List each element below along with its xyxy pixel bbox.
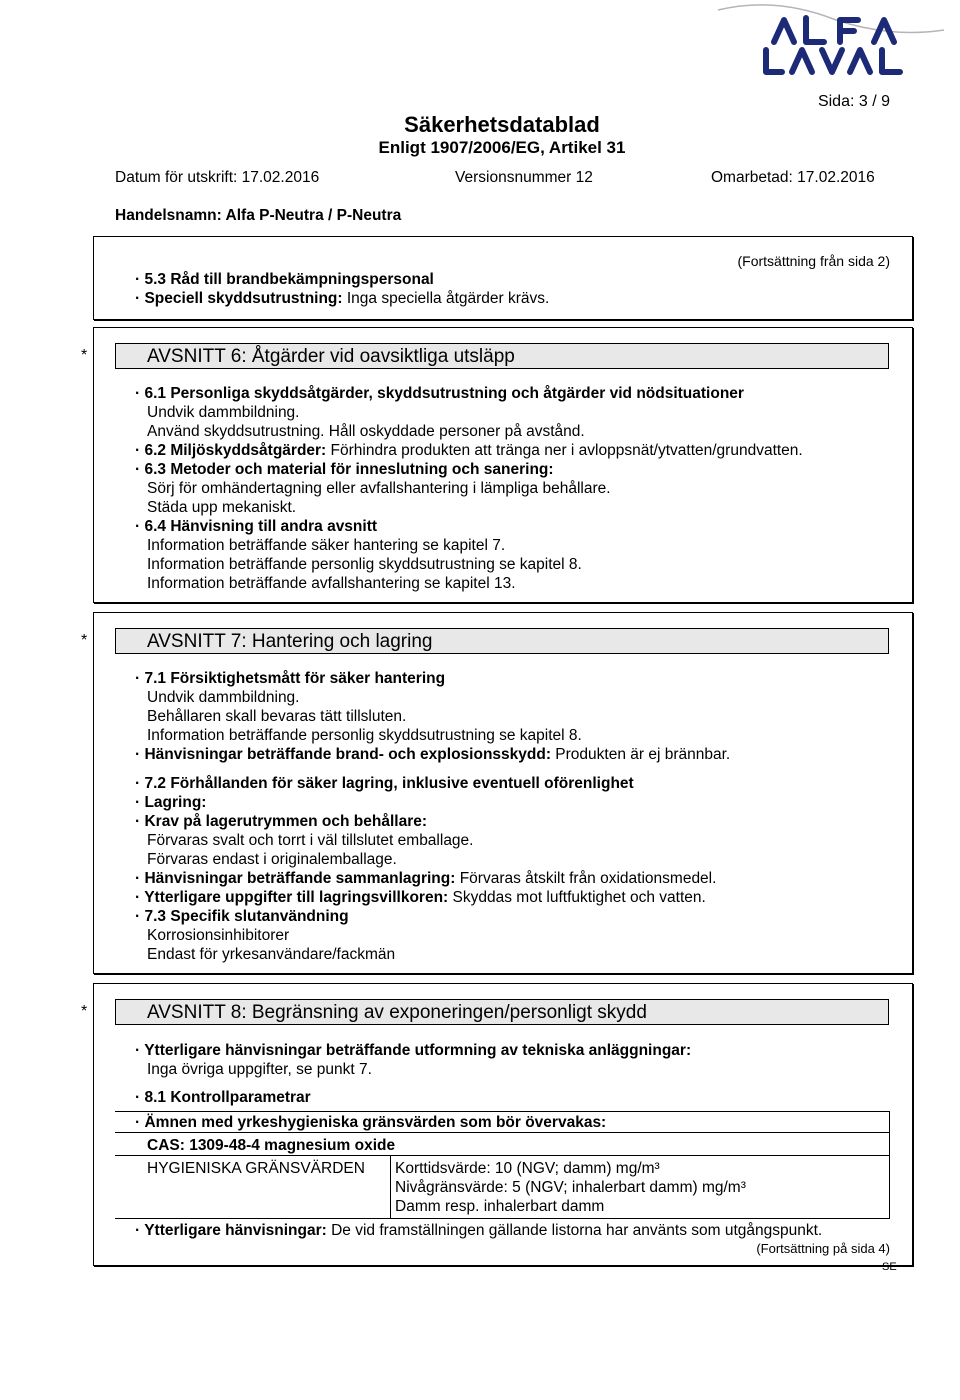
additional-notes-text: De vid framställningen gällande listorna har använts som utgångspunkt. bbox=[326, 1222, 823, 1239]
heading-5-3: · 5.3 Råd till brandbekämpningspersonal bbox=[135, 271, 434, 288]
storage-requirement-b: Förvaras endast i originalemballage. bbox=[147, 851, 397, 868]
storage-requirement-a: Förvaras svalt och torrt i väl tillslutet emballage. bbox=[147, 832, 474, 849]
exposure-value-short-term: Korttidsvärde: 10 (NGV; damm) mg/m³ bbox=[395, 1160, 660, 1177]
language-code: SE bbox=[882, 1261, 897, 1273]
text-7-1c: Information beträffande personlig skyddsutrustning se kapitel 8. bbox=[147, 727, 582, 744]
revision-star: * bbox=[81, 632, 88, 649]
section-6-title: AVSNITT 6: Åtgärder vid oavsiktliga utsläpp bbox=[115, 343, 889, 369]
text-7-3b: Endast för yrkesanvändare/fackmän bbox=[147, 946, 396, 963]
fire-protection-label: · Hänvisningar beträffande brand- och explosionsskydd: bbox=[135, 746, 551, 763]
text-6-4c: Information beträffande avfallshantering se kapitel 13. bbox=[147, 575, 516, 592]
continued-on-note: (Fortsättning på sida 4) bbox=[756, 1241, 890, 1256]
heading-6-2: · 6.2 Miljöskyddsåtgärder: bbox=[135, 442, 327, 459]
text-7-1b: Behållaren skall bevaras tätt tillsluten. bbox=[147, 708, 407, 725]
technical-design-label: · Ytterligare hänvisningar beträffande utformning av tekniska anläggningar: bbox=[135, 1042, 692, 1059]
exposure-table-header: · Ämnen med yrkeshygieniska gränsvärden som bör övervakas: bbox=[135, 1114, 607, 1131]
joint-storage-text: Förvaras åtskilt från oxidationsmedel. bbox=[455, 870, 717, 887]
print-date: Datum för utskrift: 17.02.2016 bbox=[115, 169, 320, 186]
additional-notes-label: · Ytterligare hänvisningar: bbox=[135, 1222, 327, 1239]
heading-7-3: · 7.3 Specifik slutanvändning bbox=[135, 908, 349, 925]
revision-star: * bbox=[81, 347, 88, 364]
document-title: Säkerhetsdatablad bbox=[404, 112, 600, 137]
heading-7-1: · 7.1 Försiktighetsmått för säker hantering bbox=[135, 670, 446, 687]
text-6-4b: Information beträffande personlig skyddsutrustning se kapitel 8. bbox=[147, 556, 582, 573]
special-equipment-text: Inga speciella åtgärder krävs. bbox=[342, 290, 550, 307]
fire-protection-text: Produkten är ej brännbar. bbox=[551, 746, 731, 763]
page-number: Sida: 3 / 9 bbox=[817, 93, 890, 110]
trade-name: Handelsnamn: Alfa P-Neutra / P-Neutra bbox=[115, 207, 402, 224]
text-6-2: Förhindra produkten att tränga ner i avloppsnät/ytvatten/grundvatten. bbox=[326, 442, 803, 459]
text-6-3b: Städa upp mekaniskt. bbox=[147, 499, 297, 516]
heading-7-2: · 7.2 Förhållanden för säker lagring, inklusive eventuell oförenlighet bbox=[135, 775, 634, 792]
text-7-1a: Undvik dammbildning. bbox=[147, 689, 300, 706]
joint-storage-label: · Hänvisningar beträffande sammanlagring: bbox=[135, 870, 456, 887]
exposure-limit-label: HYGIENISKA GRÄNSVÄRDEN bbox=[147, 1160, 365, 1177]
text-6-4a: Information beträffande säker hantering se kapitel 7. bbox=[147, 537, 506, 554]
document-subtitle: Enligt 1907/2006/EG, Artikel 31 bbox=[378, 138, 626, 157]
storage-requirements-label: · Krav på lagerutrymmen och behållare: bbox=[135, 813, 428, 830]
section-7-title: AVSNITT 7: Hantering och lagring bbox=[115, 628, 889, 654]
alfa-laval-logo bbox=[716, 0, 946, 78]
exposure-value-level: Nivågränsvärde: 5 (NGV; inhalerbart damm) mg/m³ bbox=[395, 1179, 746, 1196]
text-6-1a: Undvik dammbildning. bbox=[147, 404, 300, 421]
revision-star: * bbox=[81, 1003, 88, 1020]
exposure-value-note: Damm resp. inhalerbart damm bbox=[395, 1198, 605, 1215]
revised-date: Omarbetad: 17.02.2016 bbox=[711, 169, 875, 186]
text-6-3a: Sörj för omhändertagning eller avfallshantering i lämpliga behållare. bbox=[147, 480, 611, 497]
version-number: Versionsnummer 12 bbox=[455, 169, 593, 186]
continued-from-note: (Fortsättning från sida 2) bbox=[737, 253, 890, 269]
technical-design-text: Inga övriga uppgifter, se punkt 7. bbox=[147, 1061, 372, 1078]
heading-6-4: · 6.4 Hänvisning till andra avsnitt bbox=[135, 518, 378, 535]
storage-conditions-text: Skyddas mot luftfuktighet och vatten. bbox=[448, 889, 706, 906]
section-8-title: AVSNITT 8: Begränsning av exponeringen/personligt skydd bbox=[115, 999, 889, 1025]
heading-6-3: · 6.3 Metoder och material för inneslutning och sanering: bbox=[135, 461, 554, 478]
special-equipment-label: · Speciell skyddsutrustning: bbox=[135, 290, 343, 307]
text-7-3a: Korrosionsinhibitorer bbox=[147, 927, 290, 944]
storage-label: · Lagring: bbox=[135, 794, 207, 811]
exposure-substance: CAS: 1309-48-4 magnesium oxide bbox=[147, 1137, 396, 1154]
exposure-limits-table bbox=[115, 1111, 890, 1219]
storage-conditions-label: · Ytterligare uppgifter till lagringsvillkoren: bbox=[135, 889, 449, 906]
heading-8-1: · 8.1 Kontrollparametrar bbox=[135, 1089, 311, 1106]
heading-6-1: · 6.1 Personliga skyddsåtgärder, skyddsutrustning och åtgärder vid nödsituationer bbox=[135, 385, 744, 402]
text-6-1b: Använd skyddsutrustning. Håll oskyddade personer på avstånd. bbox=[147, 423, 585, 440]
